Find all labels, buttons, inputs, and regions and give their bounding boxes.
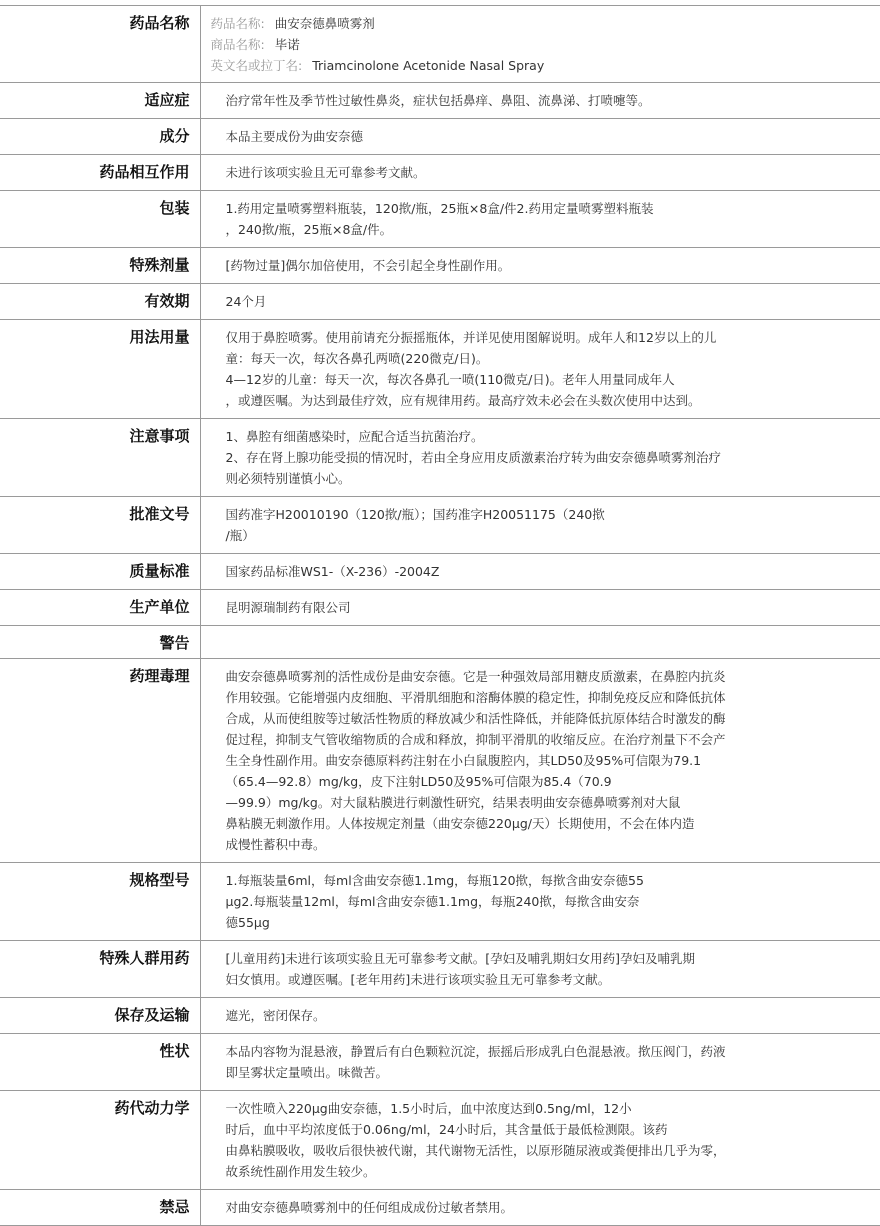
row-interactions (0, 155, 880, 191)
text-line: 合成，从而使组胺等过敏活性物质的释放减少和活性降低，并能降低抗原体结合时激发的酶 (225, 711, 726, 726)
row-value (200, 1190, 880, 1226)
text-line: 国家药品标准WS1-（X-236）-2004Z (225, 564, 440, 579)
row-precautions (0, 419, 880, 497)
row-ingredients (0, 119, 880, 155)
text-line: （65.4—92.8）mg/kg，皮下注射LD50及95%可信限为85.4（70.9 (225, 774, 612, 789)
row-pharmacokinetics (0, 1091, 880, 1190)
text-line: [儿童用药]未进行该项实验且无可靠参考文献。[孕妇及哺乳期妇女用药]孕妇及哺乳期 (225, 951, 696, 966)
row-value (200, 554, 880, 590)
row-value (200, 191, 880, 248)
generic-name-key: 药品名称: (210, 16, 265, 31)
text-line: 遮光，密闭保存。 (225, 1008, 326, 1023)
row-value (200, 6, 880, 83)
row-label: 禁忌 (0, 1190, 200, 1226)
text-line: 国药准字H20010190（120揿/瓶）；国药准字H20051175（240揿 (225, 507, 605, 522)
text-line: 2、存在肾上腺功能受损的情况时，若由全身应用皮质激素治疗转为曲安奈德鼻喷雾剂治疗 (225, 450, 721, 465)
row-label: 特殊人群用药 (0, 941, 200, 998)
text-line: 曲安奈德鼻喷雾剂的活性成份是曲安奈德。它是一种强效局部用糖皮质激素，在鼻腔内抗炎 (225, 669, 726, 684)
text-line: 生全身性副作用。曲安奈德原料药注射在小白鼠腹腔内，其LD50及95%可信限为79.1 (225, 753, 702, 768)
row-label: 警告 (0, 626, 200, 659)
text-line: 1、鼻腔有细菌感染时，应配合适当抗菌治疗。 (225, 429, 484, 444)
row-value (200, 155, 880, 191)
generic-name-line (211, 13, 873, 34)
row-value (200, 863, 880, 941)
text-line: —99.9）mg/kg。对大鼠粘膜进行刺激性研究，结果表明曲安奈德鼻喷雾剂对大鼠 (225, 795, 681, 810)
text-line: 24个月 (225, 294, 267, 309)
row-warning (0, 626, 880, 659)
row-value (200, 497, 880, 554)
row-value (200, 941, 880, 998)
text-line: 1.药用定量喷雾塑料瓶装，120揿/瓶，25瓶×8盒/件2.药用定量喷雾塑料瓶装 (225, 201, 654, 216)
row-value (200, 248, 880, 284)
row-value (200, 1034, 880, 1091)
text-line: 对曲安奈德鼻喷雾剂中的任何组成成份过敏者禁用。 (225, 1200, 514, 1215)
row-storage (0, 998, 880, 1034)
text-line: 本品主要成份为曲安奈德 (225, 129, 364, 144)
text-line: 本品内容物为混悬液，静置后有白色颗粒沉淀，振摇后形成乳白色混悬液。揿压阀门，药液 (225, 1044, 726, 1059)
row-indication (0, 83, 880, 119)
row-label: 药代动力学 (0, 1091, 200, 1190)
text-line: 童：每天一次，每次各鼻孔两喷(220微克/日)。 (225, 351, 489, 366)
row-label: 质量标准 (0, 554, 200, 590)
row-label: 成分 (0, 119, 200, 155)
text-line: 一次性喷入220μg曲安奈德，1.5小时后，血中浓度达到0.5ng/ml，12小 (225, 1101, 632, 1116)
row-label: 规格型号 (0, 863, 200, 941)
row-label: 药品相互作用 (0, 155, 200, 191)
row-value (200, 998, 880, 1034)
row-label: 有效期 (0, 284, 200, 320)
row-pharmacology (0, 659, 880, 863)
row-label: 药品名称 (0, 6, 200, 83)
text-line: 鼻粘膜无刺激作用。人体按规定剂量（曲安奈德220μg/天）长期使用，不会在体内造 (225, 816, 695, 831)
row-label: 适应症 (0, 83, 200, 119)
row-value (200, 626, 880, 659)
row-drug-name (0, 6, 880, 83)
row-value (200, 284, 880, 320)
text-line: 未进行该项实验且无可靠参考文献。 (225, 165, 426, 180)
row-value (200, 119, 880, 155)
row-appearance (0, 1034, 880, 1091)
row-value (200, 659, 880, 863)
row-packaging (0, 191, 880, 248)
text-line: 故系统性副作用发生较少。 (225, 1164, 376, 1179)
english-name-value: Triamcinolone Acetonide Nasal Spray (312, 58, 545, 73)
row-specification (0, 863, 880, 941)
row-label: 特殊剂量 (0, 248, 200, 284)
row-validity (0, 284, 880, 320)
text-line: 时后，血中平均浓度低于0.06ng/ml，24小时后，其含量低于最低检测限。该药 (225, 1122, 668, 1137)
text-line: 成慢性蓄积中毒。 (225, 837, 326, 852)
text-line: 促过程，抑制支气管收缩物质的合成和释放，抑制平滑肌的收缩反应。在治疗剂量下不会产 (225, 732, 726, 747)
row-value (200, 1091, 880, 1190)
row-label: 生产单位 (0, 590, 200, 626)
text-line: [药物过量]偶尔加倍使用，不会引起全身性副作用。 (225, 258, 511, 273)
text-line: 由鼻粘膜吸收，吸收后很快被代谢，其代谢物无活性，以原形随尿液或粪便排出几乎为零， (225, 1143, 726, 1158)
text-line: 1.每瓶装量6ml，每ml含曲安奈德1.1mg，每瓶120揿，每揿含曲安奈德55 (225, 873, 644, 888)
row-value (200, 590, 880, 626)
text-line: 即呈雾状定量喷出。味微苦。 (225, 1065, 389, 1080)
english-name-key: 英文名或拉丁名: (210, 58, 303, 73)
row-standard (0, 554, 880, 590)
drug-info-table (0, 5, 880, 1226)
row-label: 包装 (0, 191, 200, 248)
row-value (200, 320, 880, 419)
text-line: 昆明源瑞制药有限公司 (225, 600, 351, 615)
text-line: 仅用于鼻腔喷雾。使用前请充分振摇瓶体，并详见使用图解说明。成年人和12岁以上的儿 (225, 330, 717, 345)
text-line: /瓶） (225, 528, 255, 543)
row-label: 注意事项 (0, 419, 200, 497)
text-line: 治疗常年性及季节性过敏性鼻炎，症状包括鼻痒、鼻阻、流鼻涕、打喷嚏等。 (225, 93, 651, 108)
row-label: 用法用量 (0, 320, 200, 419)
text-line: ，或遵医嘱。为达到最佳疗效，应有规律用药。最高疗效未必会在头数次使用中达到。 (225, 393, 701, 408)
row-dosage (0, 320, 880, 419)
row-special-groups (0, 941, 880, 998)
row-label: 药理毒理 (0, 659, 200, 863)
trade-name-value: 毕诺 (274, 37, 300, 52)
text-line: 德55μg (225, 915, 270, 930)
text-line: 妇女慎用。或遵医嘱。[老年用药]未进行该项实验且无可靠参考文献。 (225, 972, 611, 987)
row-label: 批准文号 (0, 497, 200, 554)
trade-name-line (211, 34, 873, 55)
row-overdose (0, 248, 880, 284)
text-line: μg2.每瓶装量12ml，每ml含曲安奈德1.1mg，每瓶240揿，每揿含曲安奈 (225, 894, 640, 909)
text-line: ，240揿/瓶，25瓶×8盒/件。 (225, 222, 393, 237)
row-contraindications (0, 1190, 880, 1226)
row-manufacturer (0, 590, 880, 626)
text-line: 4—12岁的儿童：每天一次，每次各鼻孔一喷(110微克/日)。老年人用量同成年人 (225, 372, 675, 387)
row-approval (0, 497, 880, 554)
row-value (200, 419, 880, 497)
row-label: 性状 (0, 1034, 200, 1091)
text-line: 则必须特别谨慎小心。 (225, 471, 351, 486)
generic-name-value: 曲安奈德鼻喷雾剂 (274, 16, 375, 31)
english-name-line (211, 55, 873, 76)
text-line: 作用较强。它能增强内皮细胞、平滑肌细胞和溶酶体膜的稳定性，抑制免疫反应和降低抗体 (225, 690, 726, 705)
row-label: 保存及运输 (0, 998, 200, 1034)
trade-name-key: 商品名称: (210, 37, 265, 52)
row-value (200, 83, 880, 119)
